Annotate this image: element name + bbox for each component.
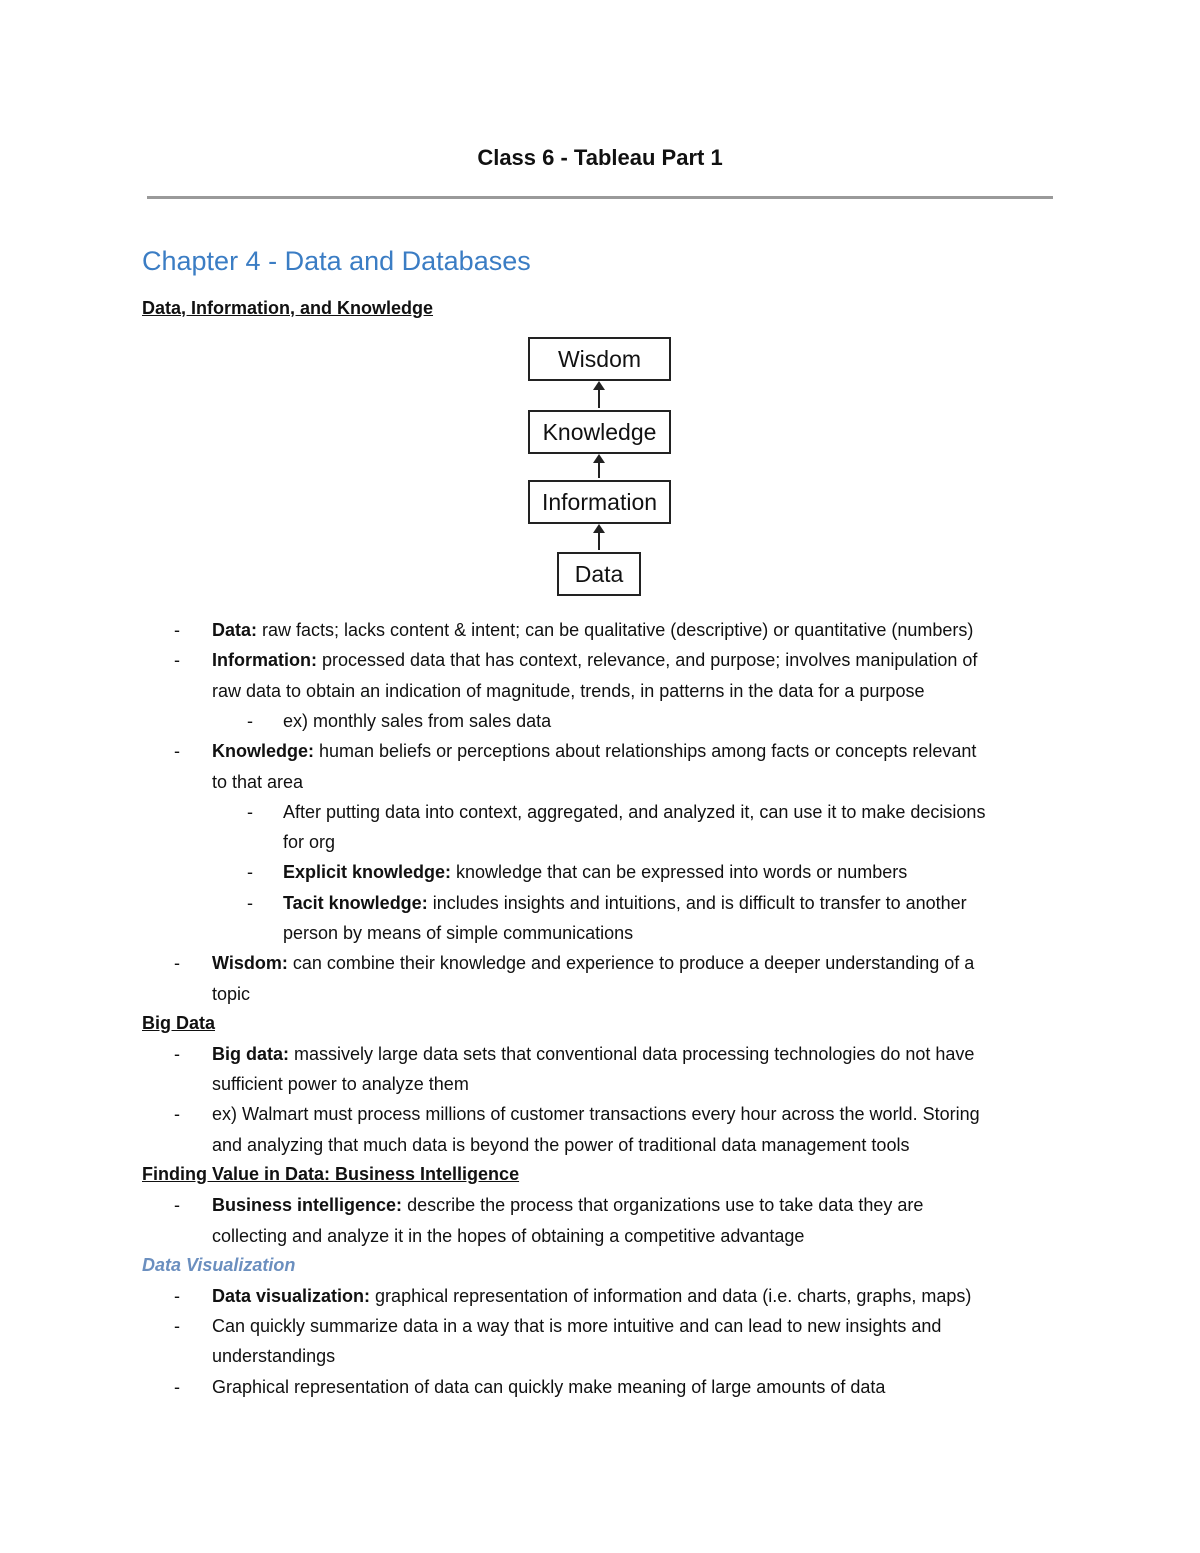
bullet-marker: - [247, 862, 253, 882]
sub-item-tacit-knowledge: Tacit knowledge: includes insights and intuitions, and is difficult to transfer to another [283, 893, 967, 913]
list-item-walmart-example: ex) Walmart must process millions of customer transactions every hour across the world. Storing [212, 1104, 980, 1124]
bullet-marker: - [174, 1316, 180, 1336]
list-item-walmart-example-cont: and analyzing that much data is beyond the power of traditional data management tools [212, 1135, 910, 1155]
list-item-graphical-representation: Graphical representation of data can quickly make meaning of large amounts of data [212, 1377, 886, 1397]
bullet-marker: - [174, 650, 180, 670]
list-item-information-cont: raw data to obtain an indication of magnitude, trends, in patterns in the data for a purpose [212, 681, 925, 701]
bullet-marker: - [174, 1104, 180, 1124]
bullet-marker: - [174, 953, 180, 973]
section-heading-data-information-knowledge: Data, Information, and Knowledge [142, 298, 434, 318]
sub-item-decisions: After putting data into context, aggregated, and analyzed it, can use it to make decisions [283, 802, 986, 822]
list-item-wisdom-cont: topic [212, 984, 251, 1004]
list-item-knowledge: Knowledge: human beliefs or perceptions about relationships among facts or concepts relevant [212, 741, 977, 761]
section-heading-business-intelligence: Finding Value in Data: Business Intelligence [142, 1164, 520, 1184]
bullet-marker: - [174, 1377, 180, 1397]
bullet-marker: - [174, 1195, 180, 1215]
list-item-summarize-cont: understandings [212, 1346, 336, 1366]
title-divider [147, 196, 1053, 199]
dikw-pyramid-diagram [520, 332, 680, 602]
bullet-marker: - [174, 620, 180, 640]
list-item-information: Information: processed data that has context, relevance, and purpose; involves manipulation of [212, 650, 978, 670]
bullet-marker: - [174, 741, 180, 761]
bullet-marker: - [247, 711, 253, 731]
subheading-data-visualization: Data Visualization [142, 1255, 296, 1275]
bullet-marker: - [174, 1044, 180, 1064]
list-item-wisdom: Wisdom: can combine their knowledge and experience to produce a deeper understanding of a [212, 953, 975, 973]
diagram-box-data: Data [557, 552, 641, 596]
list-item-business-intelligence: Business intelligence: describe the process that organizations use to take data they are [212, 1195, 924, 1215]
diagram-box-information: Information [528, 480, 671, 524]
sub-item-example: ex) monthly sales from sales data [283, 711, 552, 731]
sub-item-decisions-cont: for org [283, 832, 336, 852]
list-item-data-visualization: Data visualization: graphical representation of information and data (i.e. charts, graphs, maps) [212, 1286, 972, 1306]
diagram-arrow-up-icon [598, 526, 600, 550]
list-item-summarize: Can quickly summarize data in a way that is more intuitive and can lead to new insights and [212, 1316, 942, 1336]
diagram-box-wisdom: Wisdom [528, 337, 671, 381]
bullet-marker: - [247, 802, 253, 822]
diagram-arrow-up-icon [598, 456, 600, 478]
diagram-arrow-up-icon [598, 383, 600, 408]
section-heading-big-data: Big Data [142, 1013, 216, 1033]
chapter-title: Chapter 4 - Data and Databases [142, 246, 531, 276]
diagram-box-knowledge: Knowledge [528, 410, 671, 454]
list-item-business-intelligence-cont: collecting and analyze it in the hopes of obtaining a competitive advantage [212, 1226, 805, 1246]
sub-item-explicit-knowledge: Explicit knowledge: knowledge that can be expressed into words or numbers [283, 862, 908, 882]
list-item-data: Data: raw facts; lacks content & intent; can be qualitative (descriptive) or quantitative (numbers) [212, 620, 974, 640]
bullet-marker: - [247, 893, 253, 913]
bullet-marker: - [174, 1286, 180, 1306]
list-item-big-data: Big data: massively large data sets that conventional data processing technologies do not have [212, 1044, 975, 1064]
list-item-big-data-cont: sufficient power to analyze them [212, 1074, 469, 1094]
list-item-knowledge-cont: to that area [212, 772, 304, 792]
document-title: Class 6 - Tableau Part 1 [477, 145, 723, 170]
sub-item-tacit-knowledge-cont: person by means of simple communications [283, 923, 634, 943]
